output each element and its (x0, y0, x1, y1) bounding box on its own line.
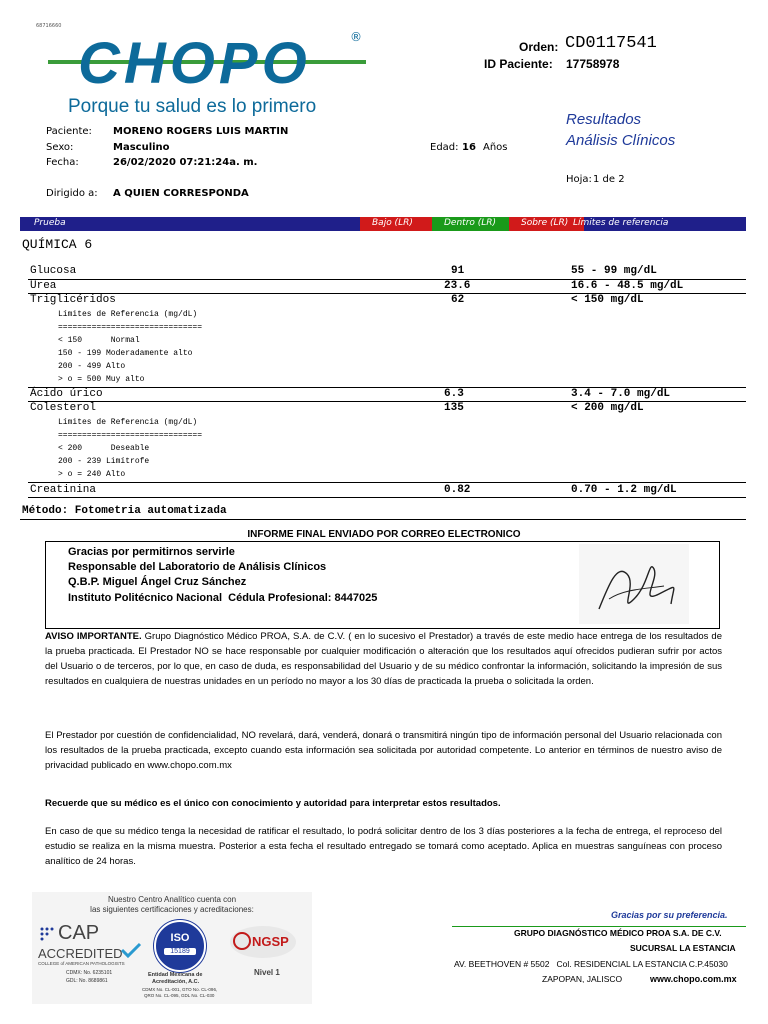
ngsp-logo (228, 924, 298, 960)
dirigido-label: Dirigido a: (46, 188, 98, 199)
dirigido-value: A QUIEN CORRESPONDA (113, 188, 249, 199)
hoja-label: Hoja: (566, 174, 592, 185)
header-bajo: Bajo (LR) (372, 218, 413, 228)
fecha-value: 26/02/2020 07:21:24a. m. (113, 157, 258, 168)
aviso-paragraph-2: El Prestador por cuestión de confidencialidad, NO revelará, dará, venderá, donará o transmitirá ningún tipo de información personal del Usuario relacionada con los resultados de la prueba practicada, excepto cuando esta información sea solicitada por autoridad competente. Lo anterior en términos de nuestro aviso de privacidad publicado en www.chopo.com.mx (45, 730, 722, 771)
result-name: Colesterol (30, 402, 97, 414)
result-value: 0.82 (444, 484, 471, 496)
col-ref-line: > o = 240 Alto (58, 470, 126, 479)
edad-label: Edad: (430, 142, 459, 153)
trig-ref-line: 150 - 199 Moderadamente alto (58, 349, 193, 358)
col-ref-line: < 200 Deseable (58, 444, 150, 453)
sexo-value: Masculino (113, 142, 170, 153)
title-analisis: Análisis Clínicos (566, 132, 676, 149)
aviso-paragraph-1: AVISO IMPORTANTE. Grupo Diagnóstico Médico PROA, S.A. de C.V. ( en lo sucesivo el Prestador) a través de este medio hace entrega de los resultados de la prueba practicada. El Prestador NO se hace responsable por cualquier modificación o alteración que los resultados aquí ofrecidos pudieran sufrir por actos del Usuario o de terceros, por lo que, en caso de duda, es responsabilidad del Usuario y de su médico confrontar la información, solicitando la impresión de sus resultados en cualquiera de nuestras unidades en un período no mayor a los 30 días de practicada la prueba o solicitada la orden. (45, 631, 722, 687)
footer-sucursal: SUCURSAL LA ESTANCIA (630, 943, 736, 953)
checkmark-icon (120, 942, 142, 962)
paciente-label: Paciente: (46, 126, 92, 137)
section-divider (20, 519, 746, 520)
cert-intro: las siguientes certificaciones y acreditaciones: (90, 905, 254, 914)
signature-image (579, 544, 689, 624)
trig-ref-line: 200 - 499 Alto (58, 362, 126, 371)
iso-label: ISO (170, 932, 190, 944)
trig-ref-line: < 150 Normal (58, 336, 140, 345)
result-value: 6.3 (444, 388, 464, 400)
hoja-value: 1 de 2 (593, 174, 625, 185)
document-code: 68716660 (36, 23, 62, 29)
ema-number: QRO No. CL-095, GDL No. CL-030 (144, 993, 215, 998)
edad-value: 16 (462, 142, 476, 153)
sexo-label: Sexo: (46, 142, 74, 153)
edad-unit: Años (483, 142, 508, 153)
paciente-value: MORENO ROGERS LUIS MARTIN (113, 126, 289, 137)
col-ref-line: ============================== (58, 431, 203, 440)
header-prueba: Prueba (34, 218, 66, 228)
title-resultados: Resultados (566, 111, 642, 128)
result-name: Ácido úrico (30, 388, 103, 400)
cap-subtitle: COLLEGE of AMERICAN PATHOLOGISTS (38, 961, 125, 966)
id-paciente-value: 17758978 (566, 57, 620, 71)
section-title: QUÍMICA 6 (22, 237, 93, 252)
ngsp-nivel: Nivel 1 (254, 968, 280, 977)
orden-value: CD0117541 (565, 34, 657, 53)
result-name: Creatinina (30, 484, 97, 496)
result-ref: < 200 mg/dL (571, 402, 644, 414)
footer-divider (452, 926, 746, 927)
result-ref: 0.70 - 1.2 mg/dL (571, 484, 677, 496)
cap-logo: CAP (58, 922, 100, 944)
row-divider (28, 497, 746, 498)
ema-number: CDMX No. CL-001, GTO No. CL-096, (142, 987, 218, 992)
header-limites: Límites de referencia (573, 218, 669, 228)
result-value: 135 (444, 402, 464, 414)
cap-accredited: ACCREDITED (38, 946, 123, 961)
chopo-logo (48, 28, 378, 118)
result-ref: < 150 mg/dL (571, 294, 644, 306)
cap-number: GDL: No. 8689861 (66, 978, 108, 984)
result-value: 23.6 (444, 280, 471, 292)
logo-brand: CHOPO (78, 31, 311, 96)
footer-gracias: Gracias por su preferencia. (611, 910, 728, 920)
col-ref-line: Límites de Referencia (mg/dL) (58, 418, 198, 427)
footer-ciudad: ZAPOPAN, JALISCO (542, 974, 623, 984)
result-value: 91 (451, 265, 465, 277)
informe-final: INFORME FINAL ENVIADO POR CORREO ELECTRONICO (247, 529, 521, 540)
header-dentro: Dentro (LR) (444, 218, 497, 228)
result-name: Urea (30, 280, 57, 292)
result-ref: 3.4 - 7.0 mg/dL (571, 388, 671, 400)
trig-ref-line: Límites de Referencia (mg/dL) (58, 310, 198, 319)
cert-intro: Nuestro Centro Analítico cuenta con (107, 895, 237, 904)
ema-line: Acreditación, A.C. (152, 979, 200, 985)
certifications-panel (32, 892, 312, 1004)
firma-line: Instituto Politécnico Nacional Cédula Profesional: 8447025 (68, 592, 378, 604)
aviso-paragraph-4: En caso de que su médico tenga la necesidad de ratificar el resultado, lo podrá solicitar dentro de los 3 días posteriores a la fecha de entrega, el reproceso del estudio se realiza en la misma muestra. Posterior a esta fecha el resultado entregado se tomará como aceptado. Aplica en muestras sanguíneas con proceso analítico de 24 horas. (45, 826, 722, 867)
result-name: Glucosa (30, 265, 77, 277)
results-header-bar (20, 217, 746, 231)
footer-direccion: AV. BEETHOVEN # 5502 Col. RESIDENCIAL LA ESTANCIA C.P.45030 (454, 959, 728, 969)
footer-empresa: GRUPO DIAGNÓSTICO MÉDICO PROA S.A. DE C.V. (514, 928, 722, 938)
id-paciente-label: ID Paciente: (484, 57, 553, 71)
cap-dots-icon (40, 926, 54, 940)
ngsp-label: NGSP (252, 934, 289, 949)
cap-number: CDMX: No. 6235101 (66, 970, 113, 976)
firma-line: Gracias por permitirnos servirle (68, 546, 235, 558)
orden-label: Orden: (519, 40, 559, 54)
firma-line: Q.B.P. Miguel Ángel Cruz Sánchez (68, 576, 247, 588)
result-name: Triglicéridos (30, 294, 116, 306)
iso-number: 15189 (164, 948, 196, 955)
signature-box (45, 541, 720, 629)
trig-ref-line: ============================== (58, 323, 203, 332)
metodo: Método: Fotometria automatizada (22, 505, 227, 517)
firma-line: Responsable del Laboratorio de Análisis Clínicos (68, 561, 327, 573)
iso-badge (154, 920, 206, 972)
result-ref: 16.6 - 48.5 mg/dL (571, 280, 684, 292)
logo-registered: ® (350, 30, 362, 44)
result-value: 62 (451, 294, 465, 306)
trig-ref-line: > o = 500 Muy alto (58, 375, 145, 384)
result-ref: 55 - 99 mg/dL (571, 265, 657, 277)
footer-web-link[interactable]: www.chopo.com.mx (650, 974, 737, 984)
fecha-label: Fecha: (46, 157, 79, 168)
header-sobre: Sobre (LR) (521, 218, 569, 228)
ema-line: Entidad Mexicana de (148, 972, 203, 978)
logo-slogan: Porque tu salud es lo primero (68, 96, 317, 117)
aviso-heading: AVISO IMPORTANTE. (45, 631, 142, 642)
col-ref-line: 200 - 239 Limítrofe (58, 457, 150, 466)
aviso-paragraph-3: Recuerde que su médico es el único con conocimiento y autoridad para interpretar estos resultados. (45, 798, 501, 809)
row-divider (28, 482, 746, 483)
